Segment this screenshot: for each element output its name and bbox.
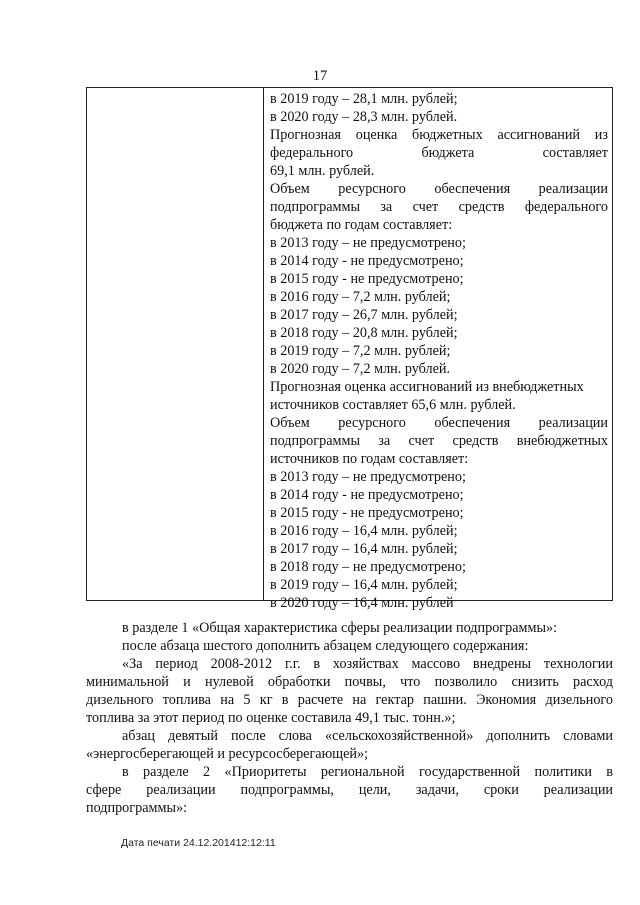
body-line: в разделе 2 «Приоритеты региональной государственной политики в <box>122 764 613 780</box>
table-line: бюджета по годам составляет: <box>270 217 453 233</box>
table-line: подпрограммы за счет средств внебюджетных <box>270 433 608 449</box>
body-text <box>86 619 613 817</box>
budget-table <box>86 87 613 611</box>
table-line: в 2016 году – 16,4 млн. рублей; <box>270 523 458 539</box>
table-line: источников составляет 65,6 млн. рублей. <box>270 397 516 413</box>
table-right-cell <box>270 90 608 612</box>
table-line: в 2015 году - не предусмотрено; <box>270 505 464 521</box>
table-line: в 2014 году - не предусмотрено; <box>270 487 464 503</box>
page-number-text: 17 <box>312 68 328 84</box>
table-line: федерального бюджета составляет <box>270 145 608 161</box>
table-line: в 2019 году – 7,2 млн. рублей; <box>270 343 451 359</box>
body-line: минимальной и нулевой обработки почвы, что позволило снизить расход <box>86 674 613 690</box>
table-line: в 2015 году - не предусмотрено; <box>270 271 464 287</box>
table-line: Прогнозная оценка ассигнований из внебюджетных <box>270 379 584 395</box>
table-line: в 2019 году – 28,1 млн. рублей; <box>270 91 458 107</box>
body-line: «За период 2008-2012 г.г. в хозяйствах массово внедрены технологии <box>122 656 613 672</box>
table-line: в 2020 году – 7,2 млн. рублей. <box>270 361 451 377</box>
body-line: сфере реализации подпрограммы, цели, задачи, сроки реализации <box>86 782 613 798</box>
page-number <box>0 68 640 85</box>
body-line: «энергосберегающей и ресурсосберегающей»; <box>86 746 369 762</box>
table-left-cell <box>87 88 264 600</box>
table-line: в 2020 году – 28,3 млн. рублей. <box>270 109 458 125</box>
body-line: дизельного топлива на 5 кг в расчете на гектар пашни. Экономия дизельного <box>86 692 613 708</box>
print-date: Дата печати 24.12.201412:12:11 <box>121 837 276 849</box>
table-line: в 2017 году – 16,4 млн. рублей; <box>270 541 458 557</box>
body-line: топлива за этот период по оценке составила 49,1 тыс. тонн.»; <box>86 710 456 726</box>
body-line: после абзаца шестого дополнить абзацем следующего содержания: <box>122 638 529 654</box>
table-line: в 2020 году – 16,4 млн. рублей <box>270 595 454 611</box>
table-line: в 2014 году - не предусмотрено; <box>270 253 464 269</box>
table-line: подпрограммы за счет средств федерального <box>270 199 608 215</box>
table-line: Прогнозная оценка бюджетных ассигнований из <box>270 127 608 143</box>
table-line: в 2018 году – не предусмотрено; <box>270 559 466 575</box>
table-line: в 2013 году – не предусмотрено; <box>270 235 466 251</box>
table-line: в 2013 году – не предусмотрено; <box>270 469 466 485</box>
table-line: в 2019 году – 16,4 млн. рублей; <box>270 577 458 593</box>
table-line: Объем ресурсного обеспечения реализации <box>270 181 608 197</box>
table-line: 69,1 млн. рублей. <box>270 163 375 179</box>
table-line: в 2016 году – 7,2 млн. рублей; <box>270 289 451 305</box>
table-line: в 2018 году – 20,8 млн. рублей; <box>270 325 458 341</box>
table-line: Объем ресурсного обеспечения реализации <box>270 415 608 431</box>
table-line: источников по годам составляет: <box>270 451 469 467</box>
body-line: подпрограммы»: <box>86 800 188 816</box>
body-line: в разделе 1 «Общая характеристика сферы реализации подпрограммы»: <box>122 620 558 636</box>
table-line: в 2017 году – 26,7 млн. рублей; <box>270 307 458 323</box>
body-line: абзац девятый после слова «сельскохозяйственной» дополнить словами <box>122 728 613 744</box>
